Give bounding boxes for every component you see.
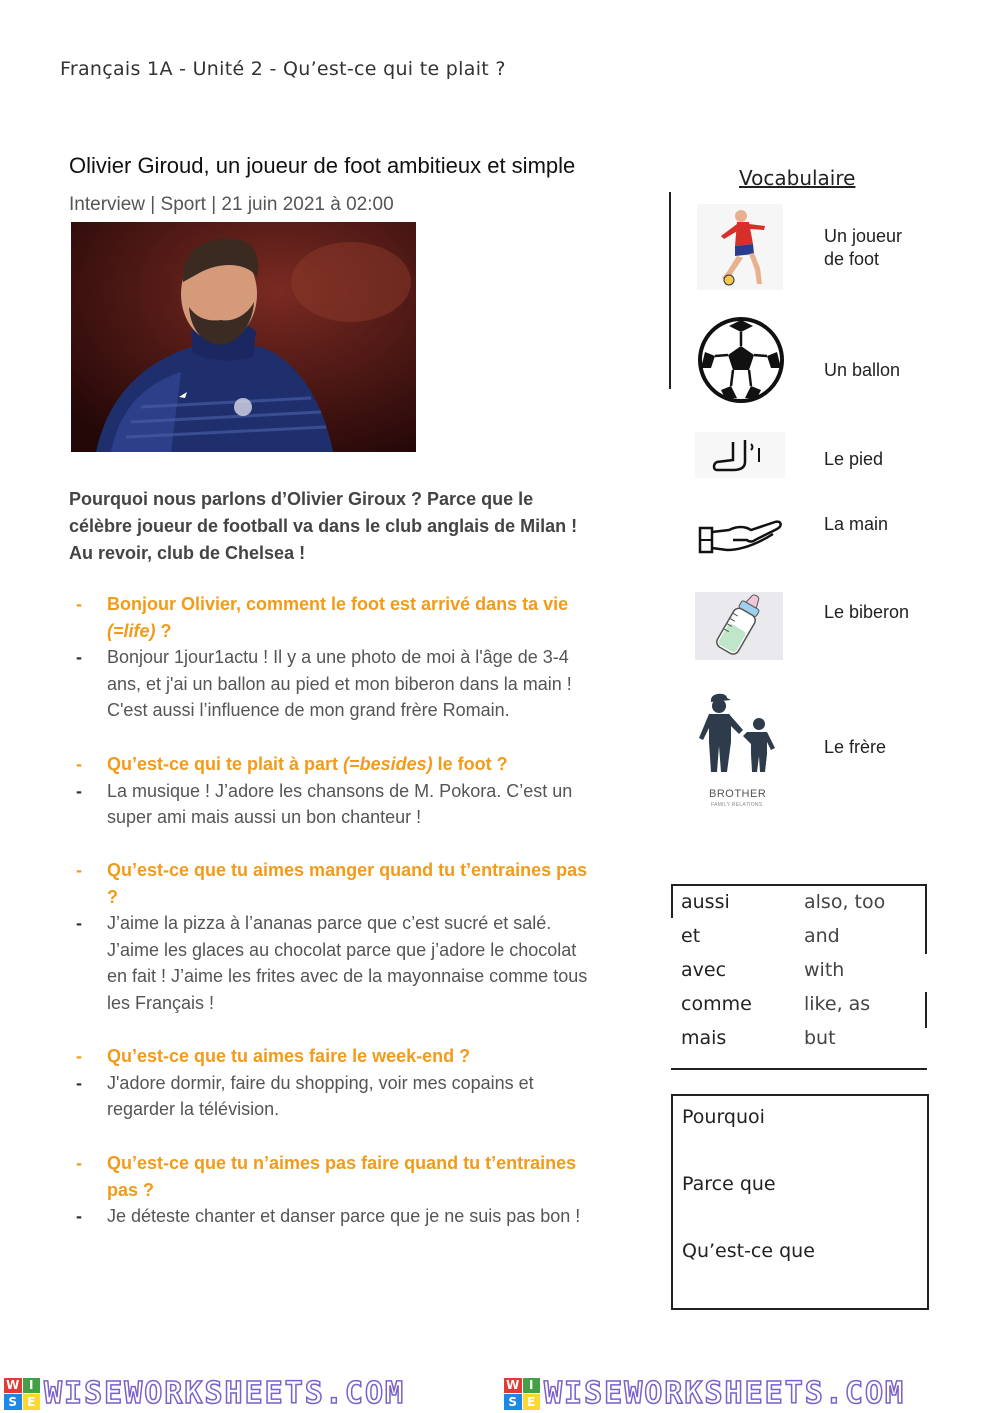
question-text: pas ?	[107, 1179, 155, 1200]
table-row	[681, 959, 921, 981]
article-title: Olivier Giroud, un joueur de foot ambitieux et simple	[69, 153, 576, 178]
connector-fr: aussi	[681, 891, 730, 913]
answer-line: J’aime la pizza à l’ananas parce que c’est sucré et salé.	[107, 913, 552, 933]
dash: -	[76, 913, 82, 933]
dash: -	[76, 1153, 82, 1173]
question-text: Bonjour Olivier, comment le foot est arrivé dans ta vie	[107, 594, 569, 614]
dash: -	[76, 754, 82, 774]
question-text: Qu’est-ce que tu n’aimes pas faire quand tu t’entraines	[107, 1153, 577, 1173]
question-4	[76, 1043, 656, 1070]
logo-letter: E	[23, 1394, 41, 1410]
wiseworksheets-logo-icon	[4, 1378, 40, 1410]
wiseworksheets-logo-icon	[504, 1378, 540, 1410]
answer-line: Je déteste chanter et danser parce que je ne suis pas bon !	[107, 1206, 581, 1226]
brother-icon	[697, 690, 787, 818]
answer-line: regarder la télévision.	[107, 1099, 280, 1119]
question-gloss: (=life)	[107, 620, 156, 641]
question-gloss: (=besides)	[343, 754, 433, 774]
connector-fr: et	[681, 925, 701, 947]
vocab-word-2	[824, 359, 900, 382]
logo-letter: W	[504, 1378, 522, 1394]
table-row	[681, 925, 921, 947]
answer-5	[76, 1203, 656, 1230]
vocab-line: de foot	[824, 249, 880, 269]
brother-caption: BROTHER	[709, 788, 767, 800]
table-border	[671, 884, 927, 886]
dash: -	[76, 1072, 82, 1093]
question-words-box	[671, 1094, 929, 1310]
qa-block-4	[76, 1043, 656, 1123]
vocab-divider	[669, 192, 671, 389]
vocab-word-1	[824, 225, 902, 271]
answer-1	[76, 644, 656, 724]
answer-line: super ami mais aussi un bon chanteur !	[107, 807, 422, 827]
question-word: Pourquoi	[682, 1106, 765, 1128]
intro-line: Au revoir, club de Chelsea !	[69, 543, 306, 563]
logo-letter: S	[4, 1394, 22, 1410]
answer-line: ans, et j'ai un ballon au pied et mon biberon dans la main !	[107, 673, 572, 694]
dash: -	[76, 780, 82, 801]
answer-line: en fait ! J’aime les frites avec de la mayonnaise comme tous	[107, 966, 588, 986]
vocab-word-6	[824, 736, 886, 759]
connector-en: and	[804, 925, 840, 947]
vocab-line: La main	[824, 514, 889, 534]
question-3	[76, 857, 656, 910]
footer-chunk	[504, 1376, 905, 1411]
hand-icon	[697, 512, 783, 560]
question-word: Parce que	[682, 1173, 776, 1195]
vocab-line: Un ballon	[824, 360, 901, 380]
footer-chunk	[4, 1376, 405, 1411]
qa-block-5	[76, 1150, 656, 1230]
question-text: le foot ?	[432, 754, 508, 774]
qa-block-3	[76, 857, 656, 1016]
table-row	[681, 1027, 921, 1049]
logo-letter: S	[504, 1394, 522, 1410]
answer-line: C'est aussi l’influence de mon grand frère Romain.	[107, 700, 510, 720]
answer-3	[76, 910, 656, 1016]
intro-line: célèbre joueur de football va dans le club anglais de Milan !	[69, 516, 578, 536]
vocab-word-4	[824, 513, 888, 536]
table-border	[925, 884, 927, 954]
question-text: ?	[107, 886, 118, 907]
dash: -	[76, 594, 82, 614]
table-row	[681, 993, 921, 1015]
question-5	[76, 1150, 656, 1203]
qa-block-1	[76, 591, 656, 724]
vocab-line: Un joueur	[824, 226, 903, 246]
footer-watermark	[0, 1376, 1000, 1412]
answer-line: les Français !	[107, 992, 215, 1013]
question-2	[76, 751, 656, 778]
vocab-word-3	[824, 448, 883, 471]
qa-block-2	[76, 751, 656, 831]
connector-fr: avec	[681, 959, 727, 981]
table-row	[681, 891, 921, 913]
vocab-line: Le pied	[824, 449, 884, 469]
soccer-ball-icon	[697, 316, 785, 404]
question-text: ?	[155, 620, 172, 641]
question-text: Qu’est-ce qui te plait à part	[107, 754, 344, 774]
answer-line: J’aime les glaces au chocolat parce que j’adore le chocolat	[107, 939, 577, 960]
dash: -	[76, 860, 82, 880]
answer-line: J'adore dormir, faire du shopping, voir mes copains et	[107, 1072, 534, 1093]
foot-icon	[695, 432, 785, 478]
answer-line: La musique ! J’adore les chansons de M. Pokora. C’est un	[107, 780, 573, 801]
logo-letter: I	[23, 1378, 41, 1394]
answer-line: Bonjour 1jour1actu ! Il y a une photo de moi à l'âge de 3-4	[107, 647, 569, 667]
connectors-table	[671, 884, 927, 1070]
intro-line: Pourquoi nous parlons d’Olivier Giroux ? Parce que le	[69, 489, 534, 509]
logo-letter: W	[4, 1378, 22, 1394]
question-word: Qu’est-ce que	[682, 1240, 815, 1262]
vocab-title: Vocabulaire	[739, 166, 856, 190]
footer-text: WISEWORKSHEETS.COM	[44, 1376, 406, 1411]
table-border	[925, 992, 927, 1028]
connector-en: with	[804, 959, 845, 981]
brother-subcaption: FAMILY RELATIONS	[711, 802, 763, 808]
soccer-player-icon	[697, 204, 783, 290]
player-photo	[71, 222, 416, 452]
logo-letter: I	[523, 1378, 541, 1394]
worksheet-header: Français 1A - Unité 2 - Qu’est-ce qui te plait ?	[60, 58, 506, 80]
question-text: Qu’est-ce que tu aimes manger quand tu t’entraines pas	[107, 860, 588, 880]
dash: -	[76, 1046, 82, 1066]
answer-2	[76, 778, 656, 831]
question-text: Qu’est-ce que tu aimes faire le week-end ?	[107, 1046, 471, 1066]
connector-en: like, as	[804, 993, 871, 1015]
vocab-line: Le frère	[824, 737, 887, 757]
answer-4	[76, 1070, 656, 1123]
connector-en: but	[804, 1027, 836, 1049]
dash: -	[76, 647, 82, 667]
question-1	[76, 591, 656, 644]
table-border	[671, 1068, 927, 1070]
vocab-word-5	[824, 601, 909, 624]
dash: -	[76, 1206, 82, 1226]
article-meta: Interview | Sport | 21 juin 2021 à 02:00	[69, 194, 394, 215]
article-intro	[69, 486, 649, 567]
vocab-line: Le biberon	[824, 602, 910, 622]
connector-fr: mais	[681, 1027, 727, 1049]
connector-fr: comme	[681, 993, 752, 1015]
table-border	[671, 884, 673, 918]
connector-en: also, too	[804, 891, 886, 913]
baby-bottle-icon	[695, 592, 783, 660]
logo-letter: E	[523, 1394, 541, 1410]
footer-text: WISEWORKSHEETS.COM	[544, 1376, 906, 1411]
